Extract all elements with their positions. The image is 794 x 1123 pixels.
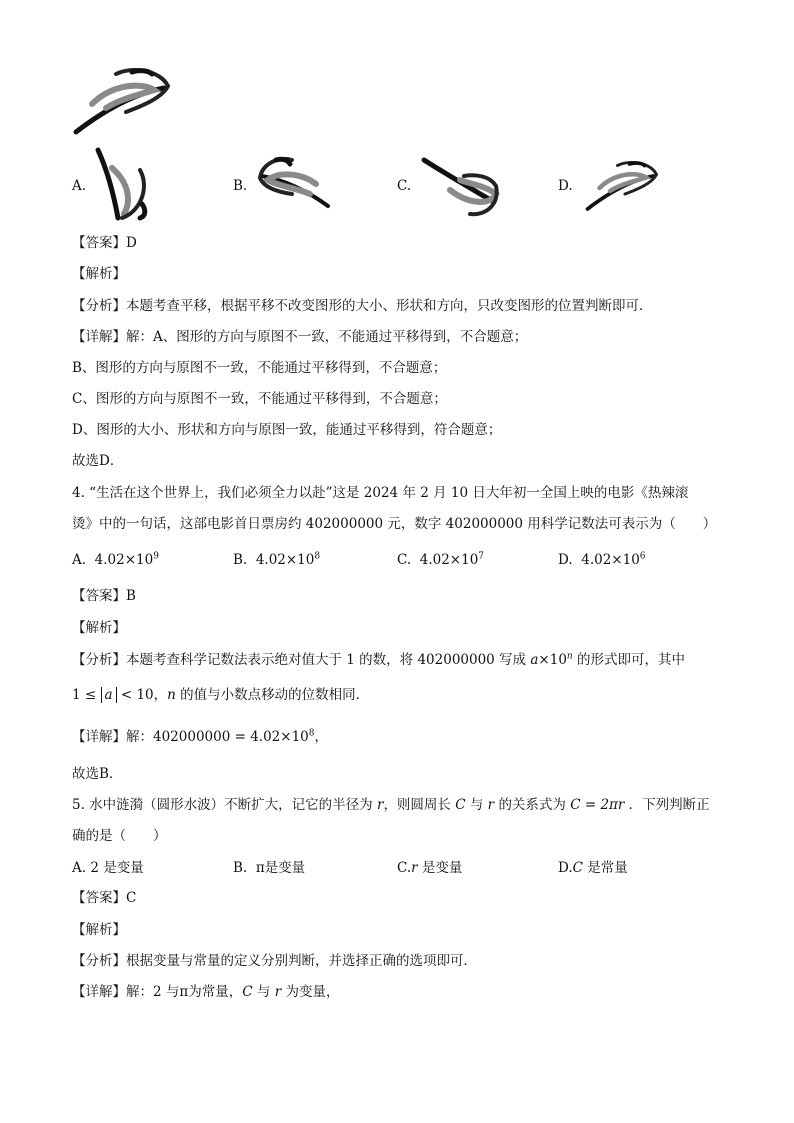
q4-option-b: B. $4.02\times 10^8$ [233, 551, 321, 568]
original-swirl-figure [72, 64, 172, 136]
q4-stem-line-1: 4. “生活在这个世界上，我们必须全力以赴”这是 2024 年 2 月 10 日大年初一全国上映的电影《热辣滚 [72, 485, 689, 501]
q5-option-c: C.r 是变量 [397, 860, 463, 876]
q5-answer: 【答案】C [72, 890, 137, 906]
q3-conclusion: 故选D． [72, 453, 124, 469]
q3-fenxi: 【分析】本题考查平移，根据平移不改变图形的大小、形状和方向，只改变图形的位置判断即可． [72, 298, 653, 314]
q4-conclusion: 故选B． [72, 766, 123, 782]
q3-detail-3: C、图形的方向与原图不一致，不能通过平移得到，不合题意； [72, 391, 447, 407]
q4-option-a: A. $4.02\times 10^9$ [72, 551, 159, 568]
q4-inequality-line: 1 ≤ a < 10，n 的值与小数点移动的位数相同． [72, 687, 370, 703]
option-d-translated-swirl [584, 158, 660, 212]
q3-detail-4: D、图形的大小、形状和方向与原图一致，能通过平移得到，符合题意； [72, 422, 502, 438]
q5-stem-line-2: 确的是（ ） [72, 828, 167, 844]
q3-option-d-label: D. [558, 178, 573, 194]
q4-stem-line-2: 烫》中的一句话，这部电影首日票房约 402000000 元，数字 402000000 用科学记数法可表示为（ ） [72, 516, 717, 532]
q4-fenxi: 【分析】本题考查科学记数法表示绝对值大于 1 的数，将 402000000 写成 $a\times 10^n$ 的形式即可，其中 [72, 651, 686, 668]
q3-analysis-tag: 【解析】 [72, 266, 126, 282]
q5-analysis-tag: 【解析】 [72, 922, 126, 938]
q5-option-d: D.C 是常量 [558, 860, 628, 876]
q5-fenxi: 【分析】根据变量与常量的定义分别判断，并选择正确的选项即可． [72, 953, 477, 969]
q4-option-c: C. $4.02\times 10^7$ [397, 551, 485, 568]
q4-option-d: D. $4.02\times 10^6$ [558, 551, 646, 568]
q4-answer: 【答案】B [72, 588, 136, 604]
q3-option-a-label: A. [72, 178, 87, 194]
option-c-rotated-swirl [420, 156, 500, 218]
q3-option-b-label: B. [233, 178, 248, 194]
q5-option-b: B. π是变量 [233, 860, 306, 876]
q5-detail: 【详解】解：2 与π为常量，C 与 r 为变量， [72, 984, 340, 1000]
q3-detail-2: B、图形的方向与原图不一致，不能通过平移得到，不合题意； [72, 360, 447, 376]
option-a-rotated-swirl [92, 148, 156, 222]
q5-stem-line-1: 5. 水中涟漪（圆形水波）不断扩大，记它的半径为 r，则圆周长 C 与 r 的关系式为 C = 2πr ．下列判断正 [72, 797, 710, 813]
q5-option-a: A. 2 是变量 [72, 860, 144, 876]
q4-analysis-tag: 【解析】 [72, 620, 126, 636]
q3-answer: 【答案】D [72, 235, 137, 251]
q3-option-c-label: C. [397, 178, 412, 194]
q4-detail: 【详解】解：$402000000 = 4.02\times 10^8$， [72, 728, 328, 745]
option-b-flipped-swirl [256, 154, 332, 210]
q3-detail-1: 【详解】解：A、图形的方向与原图不一致，不能通过平移得到，不合题意； [72, 329, 528, 345]
